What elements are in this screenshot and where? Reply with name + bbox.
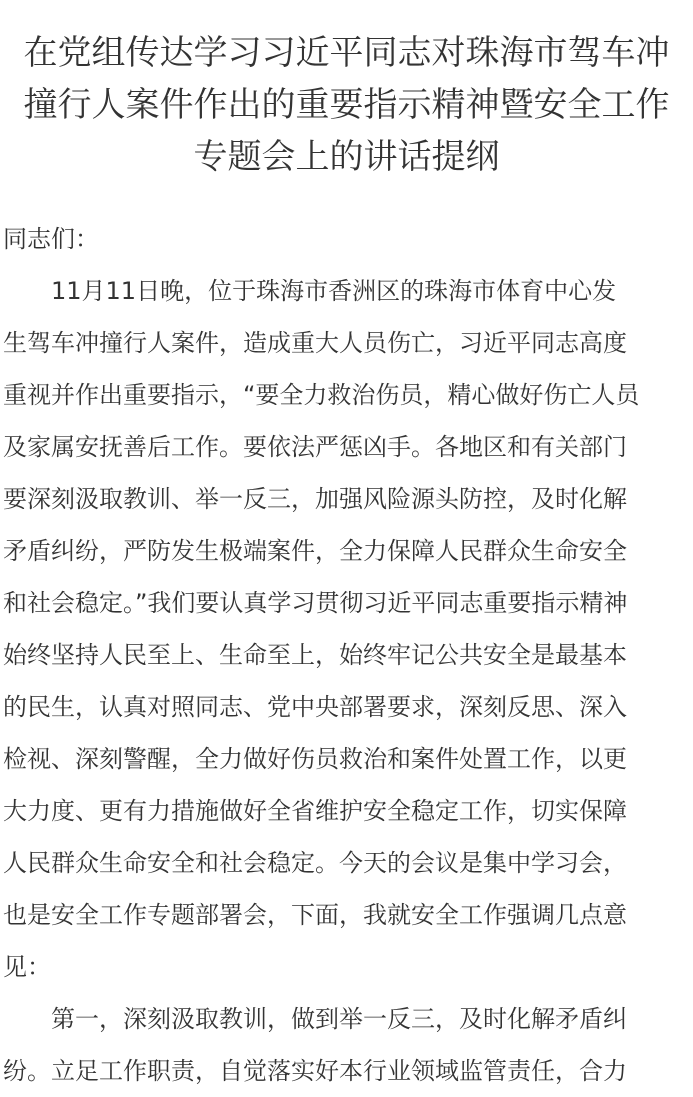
paragraph-line: 也是安全工作专题部署会，下面，我就安全工作强调几点意 bbox=[3, 901, 627, 929]
paragraph-line: 和社会稳定。”我们要认真学习贯彻习近平同志重要指示精神 bbox=[3, 589, 628, 617]
paragraph-line: 纷。立足工作职责，自觉落实好本行业领域监管责任，合力 bbox=[3, 1057, 627, 1085]
paragraph-line: 重视并作出重要指示，“要全力救治伤员，精心做好伤亡人员 bbox=[3, 381, 640, 409]
paragraph-line: 人民群众生命安全和社会稳定。今天的会议是集中学习会， bbox=[3, 849, 627, 877]
document-body bbox=[0, 213, 693, 1097]
paragraph-line: 第一，深刻汲取教训，做到举一反三，及时化解矛盾纠 bbox=[51, 1005, 627, 1033]
paragraph-line: 的民生，认真对照同志、党中央部署要求，深刻反思、深入 bbox=[3, 693, 627, 721]
paragraph-line: 矛盾纠纷，严防发生极端案件，全力保障人民群众生命安全 bbox=[3, 537, 627, 565]
paragraph-line: 见： bbox=[3, 953, 51, 981]
document-title bbox=[0, 0, 693, 183]
title-line-2: 撞行人案件作出的重要指示精神暨安全工作 bbox=[23, 85, 670, 125]
paragraph-line: 生驾车冲撞行人案件，造成重大人员伤亡，习近平同志高度 bbox=[3, 329, 627, 357]
paragraph-line: 及家属安抚善后工作。要依法严惩凶手。各地区和有关部门 bbox=[3, 433, 627, 461]
paragraph-line: 11月11日晚，位于珠海市香洲区的珠海市体育中心发 bbox=[51, 277, 617, 305]
title-line-3: 专题会上的讲话提纲 bbox=[193, 137, 500, 177]
paragraph-line: 检视、深刻警醒，全力做好伤员救治和案件处置工作，以更 bbox=[3, 745, 627, 773]
paragraph-line: 始终坚持人民至上、生命至上，始终牢记公共安全是最基本 bbox=[3, 641, 627, 669]
title-line-1: 在党组传达学习习近平同志对珠海市驾车冲 bbox=[23, 33, 670, 73]
salutation: 同志们： bbox=[3, 225, 99, 253]
paragraph-line: 要深刻汲取教训、举一反三，加强风险源头防控，及时化解 bbox=[3, 485, 627, 513]
paragraph-line: 大力度、更有力措施做好全省维护安全稳定工作，切实保障 bbox=[3, 797, 627, 825]
